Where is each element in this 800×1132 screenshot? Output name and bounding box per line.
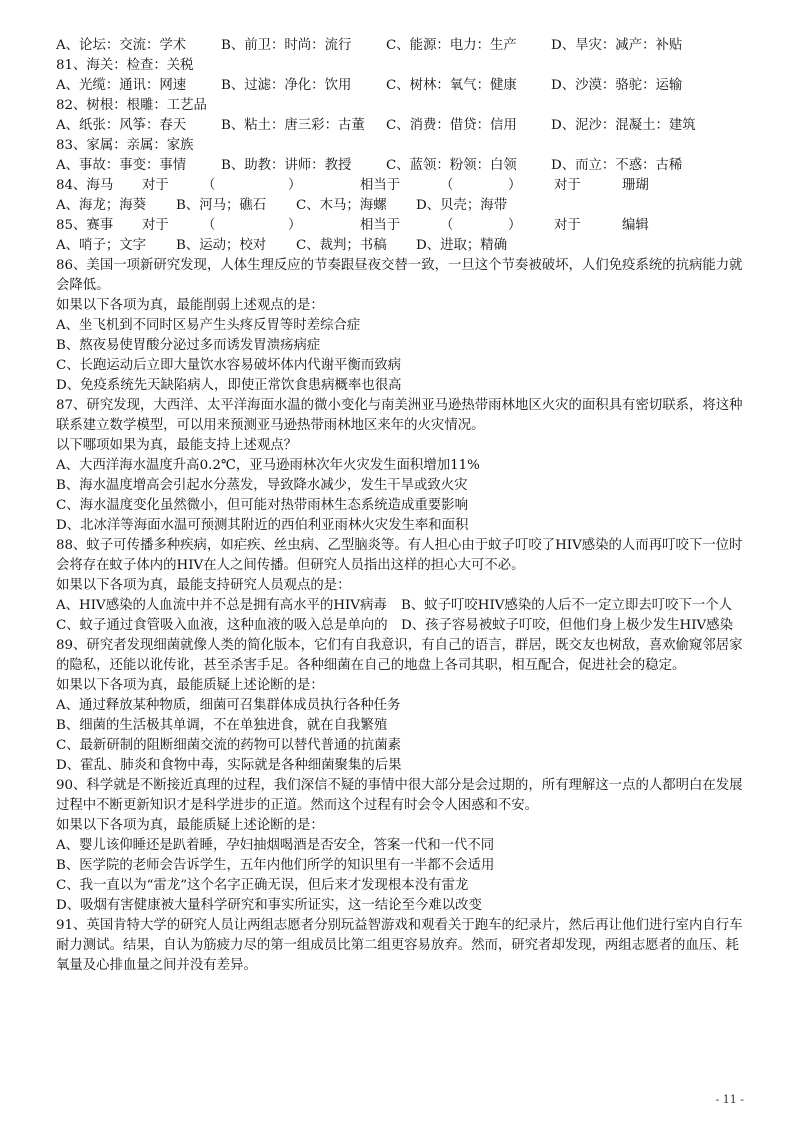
question-88-prompt: 如果以下各项为真，最能支持研究人员观点的是： <box>56 578 351 593</box>
relation-word: 对于 <box>554 178 581 193</box>
option-d: D、旱灾：减产：补贴 <box>551 38 683 53</box>
options-q81 <box>56 76 746 96</box>
option-b: B、海水温度增高会引起水分蒸发，导致降水减少，发生干旱或致火灾 <box>56 478 468 493</box>
stem-term: 编辑 <box>622 218 649 233</box>
option-b: B、前卫：时尚：流行 <box>221 38 352 53</box>
option-d: D、免疫系统先天缺陷病人，即使正常饮食患病概率也很高 <box>56 378 402 393</box>
question-86: 86、美国一项新研究发现，人体生理反应的节奏跟昼夜交替一致，一旦这个节奏被破坏，人们免疫系统的抗病能力就会降低。 <box>56 258 743 293</box>
option-a: A、哨子；文字 <box>56 238 147 253</box>
option-d: D、北冰洋等海面水温可预测其附近的西伯利亚雨林火灾发生率和面积 <box>56 518 469 533</box>
options-q80 <box>56 36 746 56</box>
question-86-prompt: 如果以下各项为真，最能削弱上述观点的是： <box>56 298 324 313</box>
option-c: C、海水温度变化虽然微小，但可能对热带雨林生态系统造成重要影响 <box>56 498 468 513</box>
option-c: C、蓝领：粉领：白领 <box>386 158 517 173</box>
question-88: 88、蚊子可传播多种疾病，如疟疾、丝虫病、乙型脑炎等。有人担心由于蚊子叮咬了HIV感染的人而再叮咬下一位时会将存在蚊子体内的HIV在人之间传播。但研究人员指出这样的担心大可不必。 <box>56 538 743 573</box>
question-89: 89、研究者发现细菌就像人类的简化版本，它们有自我意识，有自己的语言，群居，既交友也树敌，喜欢偷窥邻居家的隐私，还能以讹传讹，甚至杀害手足。各种细菌在自己的地盘上各司其职，相互配合，促进社会的稳定。 <box>56 638 743 673</box>
blank-open: （ <box>440 218 454 233</box>
option-d: D、而立：不惑：古稀 <box>551 158 683 173</box>
blank-open: （ <box>202 178 216 193</box>
option-a: A、事故：事变：事情 <box>56 158 187 173</box>
blank-close: ） <box>288 218 302 233</box>
option-d: D、孩子容易被蚊子叮咬，但他们身上极少发生HIV感染 <box>401 618 733 633</box>
question-91: 91、英国肯特大学的研究人员让两组志愿者分别玩益智游戏和观看关于跑车的纪录片，然后再让他们进行室内自行车耐力测试。结果，自认为筋疲力尽的第一组成员比第二组更容易放弃。然而，研究者却发现，两组志愿者的血压、耗氧量及心排血量之间并没有差异。 <box>56 918 743 973</box>
option-b: B、过滤：净化：饮用 <box>221 78 352 93</box>
option-b: B、蚊子叮咬HIV感染的人后不一定立即去叮咬下一个人 <box>401 598 733 613</box>
option-d: D、泥沙：混凝土：建筑 <box>551 118 696 133</box>
option-a: A、论坛：交流：学术 <box>56 38 187 53</box>
option-b: B、运动；校对 <box>176 238 267 253</box>
option-a: A、海龙；海葵 <box>56 198 147 213</box>
option-a: A、通过释放某种物质，细菌可召集群体成员执行各种任务 <box>56 698 401 713</box>
options-q84 <box>56 196 746 216</box>
option-b: B、河马；礁石 <box>176 198 267 213</box>
blank-close: ） <box>288 178 302 193</box>
option-a: A、大西洋海水温度升高0.2℃，亚马逊雨林次年火灾发生面积增加11% <box>56 458 480 473</box>
question-89-prompt: 如果以下各项为真，最能质疑上述论断的是： <box>56 678 324 693</box>
relation-word: 相当于 <box>360 178 401 193</box>
option-c: C、裁判；书稿 <box>296 238 387 253</box>
stem-term: 84、海马 <box>56 178 114 193</box>
option-b: B、医学院的老师会告诉学生，五年内他们所学的知识里有一半都不会适用 <box>56 858 495 873</box>
options-q88-ab <box>56 596 746 616</box>
question-84 <box>56 176 746 196</box>
question-90-prompt: 如果以下各项为真，最能质疑上述论断的是： <box>56 818 324 833</box>
question-87: 87、研究发现，大西洋、太平洋海面水温的微小变化与南美洲亚马逊热带雨林地区火灾的面积具有密切联系，将这种联系建立数学模型，可以用来预测亚马逊热带雨林地区来年的火灾情况。 <box>56 398 743 433</box>
options-q85 <box>56 236 746 256</box>
options-q88-cd <box>56 616 746 636</box>
relation-word: 对于 <box>142 218 169 233</box>
options-q82 <box>56 116 746 136</box>
option-c: C、蚊子通过食管吸入血液，这种血液的吸入总是单向的 <box>56 618 388 633</box>
option-a: A、婴儿该仰睡还是趴着睡，孕妇抽烟喝酒是否安全，答案一代和一代不同 <box>56 838 495 853</box>
question-83: 83、家属：亲属：家族 <box>56 138 194 153</box>
option-d: D、进取；精确 <box>416 238 508 253</box>
question-85 <box>56 216 746 236</box>
option-c: C、最新研制的阻断细菌交流的药物可以替代普通的抗菌素 <box>56 738 402 753</box>
question-content <box>56 36 746 976</box>
blank-close: ） <box>508 218 522 233</box>
option-b: B、粘土：唐三彩：古董 <box>221 118 365 133</box>
option-a: A、纸张：风筝：春天 <box>56 118 187 133</box>
option-b: B、细菌的生活极其单调，不在单独进食，就在自我繁殖 <box>56 718 388 733</box>
option-c: C、我一直以为“雷龙”这个名字正确无误，但后来才发现根本没有雷龙 <box>56 878 469 893</box>
option-c: C、消费：借贷：信用 <box>386 118 517 133</box>
option-a: A、坐飞机到不同时区易产生头疼反胃等时差综合症 <box>56 318 361 333</box>
option-c: C、长跑运动后立即大量饮水容易破坏体内代谢平衡而致病 <box>56 358 402 373</box>
option-d: D、沙漠：骆驼：运输 <box>551 78 683 93</box>
option-b: B、助教：讲师：教授 <box>221 158 352 173</box>
relation-word: 对于 <box>142 178 169 193</box>
question-82: 82、树根：根雕：工艺品 <box>56 98 207 113</box>
option-d: D、贝壳；海带 <box>416 198 508 213</box>
relation-word: 相当于 <box>360 218 401 233</box>
blank-close: ） <box>508 178 522 193</box>
option-a: A、光缆：通讯：网速 <box>56 78 187 93</box>
option-d: D、吸烟有害健康被大量科学研究和事实所证实，这一结论至今难以改变 <box>56 898 482 913</box>
option-b: B、熬夜易使胃酸分泌过多而诱发胃溃疡病症 <box>56 338 321 353</box>
blank-open: （ <box>202 218 216 233</box>
option-c: C、树林：氧气：健康 <box>386 78 517 93</box>
question-87-prompt: 以下哪项如果为真，最能支持上述观点？ <box>56 438 298 453</box>
question-90: 90、科学就是不断接近真理的过程，我们深信不疑的事情中很大部分是会过期的，所有理解这一点的人都明白在发展过程中不断更新知识才是科学进步的正道。然而这个过程有时会令人困惑和不安。 <box>56 778 743 813</box>
stem-term: 85、赛事 <box>56 218 114 233</box>
option-d: D、霍乱、肺炎和食物中毒，实际就是各种细菌聚集的后果 <box>56 758 402 773</box>
relation-word: 对于 <box>554 218 581 233</box>
options-q83 <box>56 156 746 176</box>
option-c: C、木马；海螺 <box>296 198 387 213</box>
stem-term: 珊瑚 <box>622 178 649 193</box>
page-number: - 11 - <box>715 1093 744 1106</box>
blank-open: （ <box>440 178 454 193</box>
option-c: C、能源：电力：生产 <box>386 38 517 53</box>
question-81: 81、海关：检查：关税 <box>56 58 194 73</box>
option-a: A、HIV感染的人血流中并不总是拥有高水平的HIV病毒 <box>56 598 387 613</box>
